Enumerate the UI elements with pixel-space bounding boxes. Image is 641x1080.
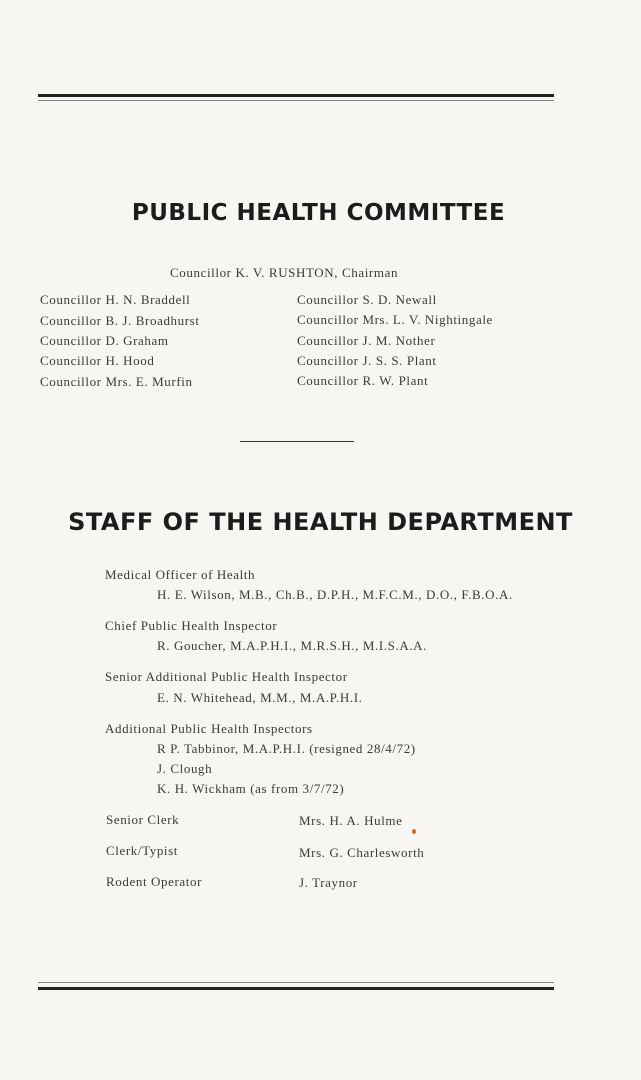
senior-clerk-name: Mrs. H. A. Hulme (299, 813, 403, 828)
committee-member: Councillor S. D. Newall (297, 292, 437, 307)
sapi-name: E. N. Whitehead, M.M., M.A.P.H.I. (157, 690, 363, 705)
committee-member: Councillor Mrs. L. V. Nightingale (297, 312, 493, 327)
committee-member: Councillor Mrs. E. Murfin (40, 374, 193, 389)
api-name: R P. Tabbinor, M.A.P.H.I. (resigned 28/4/72) (157, 741, 416, 756)
chairman-line: Councillor K. V. RUSHTON, Chairman (170, 265, 399, 280)
moh-name: H. E. Wilson, M.B., Ch.B., D.P.H., M.F.C.M., D.O., F.B.O.A. (157, 587, 513, 602)
top-rule-thick (38, 94, 554, 97)
staff-title: STAFF OF THE HEALTH DEPARTMENT (68, 508, 573, 536)
api-name: J. Clough (157, 761, 213, 776)
bottom-rule-thin (38, 982, 554, 983)
cphi-role: Chief Public Health Inspector (105, 618, 278, 633)
section-divider (240, 441, 354, 442)
top-rule-thin (38, 100, 554, 101)
rodent-role: Rodent Operator (106, 874, 203, 889)
clerk-typist-name: Mrs. G. Charlesworth (299, 845, 425, 860)
committee-member: Councillor J. M. Nother (297, 333, 436, 348)
api-name: K. H. Wickham (as from 3/7/72) (157, 781, 345, 796)
committee-member: Councillor B. J. Broadhurst (40, 313, 200, 328)
api-role: Additional Public Health Inspectors (105, 721, 313, 736)
moh-role: Medical Officer of Health (105, 567, 256, 582)
cphi-name: R. Goucher, M.A.P.H.I., M.R.S.H., M.I.S.A.A. (157, 638, 428, 653)
committee-member: Councillor D. Graham (40, 333, 169, 348)
ink-speck (412, 829, 416, 834)
committee-member: Councillor R. W. Plant (297, 373, 429, 388)
committee-member: Councillor H. Hood (40, 353, 155, 368)
sapi-role: Senior Additional Public Health Inspector (105, 669, 348, 684)
committee-title: PUBLIC HEALTH COMMITTEE (131, 200, 506, 226)
committee-member: Councillor J. S. S. Plant (297, 353, 437, 368)
senior-clerk-role: Senior Clerk (106, 812, 180, 827)
rodent-name: J. Traynor (299, 875, 358, 890)
committee-member: Councillor H. N. Braddell (40, 292, 191, 307)
clerk-typist-role: Clerk/Typist (106, 843, 179, 858)
bottom-rule-thick (38, 987, 554, 990)
